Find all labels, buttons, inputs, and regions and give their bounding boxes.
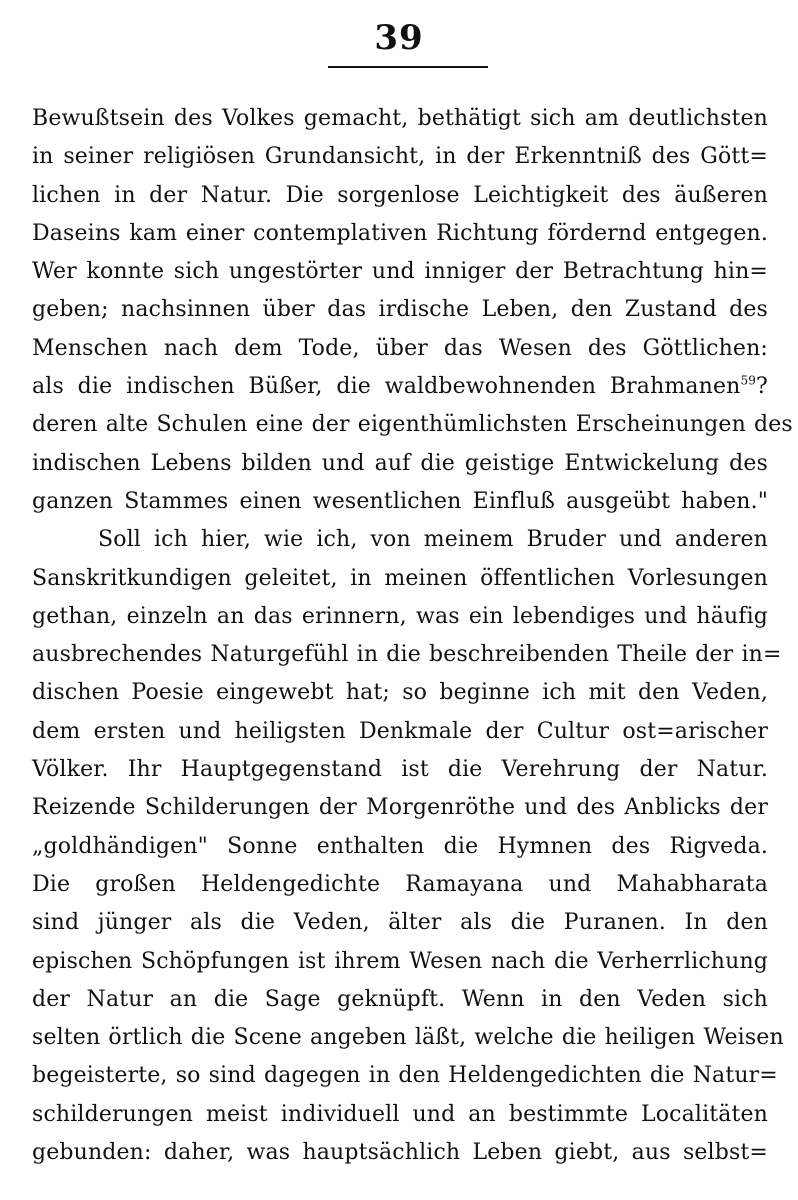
text-line-content: indischen Lebens bilden und auf die geistige Entwickelung des xyxy=(32,450,768,476)
text-line-content: Die großen Heldengedichte Ramayana und Mahabharata xyxy=(32,871,768,897)
text-line-content: Daseins kam einer contemplativen Richtung fördernd entgegen. xyxy=(32,220,768,246)
footnote-marker: 59 xyxy=(740,373,757,388)
text-line xyxy=(32,1019,784,1057)
text-line xyxy=(32,406,793,444)
text-line-content: gebunden: daher, was hauptsächlich Leben giebt, aus selbst= xyxy=(32,1140,768,1166)
text-line-content: selten örtlich die Scene angeben läßt, welche die heiligen Weisen xyxy=(32,1025,784,1051)
text-line xyxy=(32,1096,768,1134)
text-line-content: ganzen Stammes einen wesentlichen Einfluß ausgeübt haben." xyxy=(32,488,768,514)
text-line xyxy=(32,981,768,1019)
body-text xyxy=(32,100,793,1172)
text-line-content: lichen in der Natur. Die sorgenlose Leichtigkeit des äußeren xyxy=(32,182,768,208)
text-line-content: Völker. Ihr Hauptgegenstand ist die Verehrung der Natur. xyxy=(32,757,768,783)
text-line xyxy=(32,330,768,368)
text-line-content: Soll ich hier, wie ich, von meinem Bruder und anderen xyxy=(98,527,768,553)
text-line-content: Bewußtsein des Volkes gemacht, bethätigt sich am deutlichsten xyxy=(32,106,768,131)
text-line xyxy=(32,100,768,138)
text-line xyxy=(32,368,768,406)
text-line-content: deren alte Schulen eine der eigenthümlichsten Erscheinungen des xyxy=(32,412,793,438)
text-line xyxy=(32,789,768,827)
text-line-content: epischen Schöpfungen ist ihrem Wesen nach die Verherrlichung xyxy=(32,948,768,974)
text-line xyxy=(32,253,768,291)
text-line xyxy=(32,943,768,981)
text-line xyxy=(32,177,768,215)
text-line xyxy=(32,636,782,674)
text-line xyxy=(32,215,768,253)
text-line xyxy=(32,445,768,483)
text-line xyxy=(32,1057,778,1095)
text-line xyxy=(32,904,768,942)
text-line-content: geben; nachsinnen über das irdische Leben, den Zustand des xyxy=(32,297,768,323)
text-line-trailing: ? xyxy=(756,374,768,400)
text-line xyxy=(32,1134,768,1172)
text-line-content: Reizende Schilderungen der Morgenröthe und des Anblicks der xyxy=(32,795,768,821)
text-line xyxy=(32,521,768,559)
text-line-content: Menschen nach dem Tode, über das Wesen des Göttlichen: xyxy=(32,335,768,361)
text-line-content: der Natur an die Sage geknüpft. Wenn in den Veden sich xyxy=(32,986,768,1012)
text-line-content: Sanskritkundigen geleitet, in meinen öffentlichen Vorlesungen xyxy=(32,565,768,591)
text-line xyxy=(32,828,768,866)
text-line-content: gethan, einzeln an das erinnern, was ein lebendiges und häufig xyxy=(32,603,768,629)
text-line xyxy=(32,598,768,636)
text-line-content: schilderungen meist individuell und an bestimmte Localitäten xyxy=(32,1101,768,1127)
text-line xyxy=(32,674,768,712)
text-line-content: in seiner religiösen Grundansicht, in der Erkenntniß des Gött= xyxy=(32,144,768,170)
page-number: 39 xyxy=(374,18,424,58)
header-rule xyxy=(328,66,488,68)
text-line xyxy=(32,138,768,176)
text-line xyxy=(32,866,768,904)
text-line-content: ausbrechendes Naturgefühl in die beschreibenden Theile der in= xyxy=(32,642,782,668)
text-line-content: sind jünger als die Veden, älter als die Puranen. In den xyxy=(32,910,768,936)
text-line xyxy=(32,751,768,789)
text-line xyxy=(32,291,768,329)
text-line xyxy=(32,483,768,521)
text-line-content: „goldhändigen" Sonne enthalten die Hymnen des Rigveda. xyxy=(32,833,768,859)
text-line-content: als die indischen Büßer, die waldbewohnenden Brahmanen xyxy=(32,374,741,400)
text-line-content: dem ersten und heiligsten Denkmale der Cultur ost=arischer xyxy=(32,718,768,744)
text-line-content: begeisterte, so sind dagegen in den Heldengedichten die Natur= xyxy=(32,1063,778,1089)
text-line xyxy=(32,560,768,598)
text-line-content: dischen Poesie eingewebt hat; so beginne ich mit den Veden, xyxy=(32,680,768,706)
text-line-content: Wer konnte sich ungestörter und inniger der Betrachtung hin= xyxy=(32,259,768,285)
text-line xyxy=(32,713,768,751)
